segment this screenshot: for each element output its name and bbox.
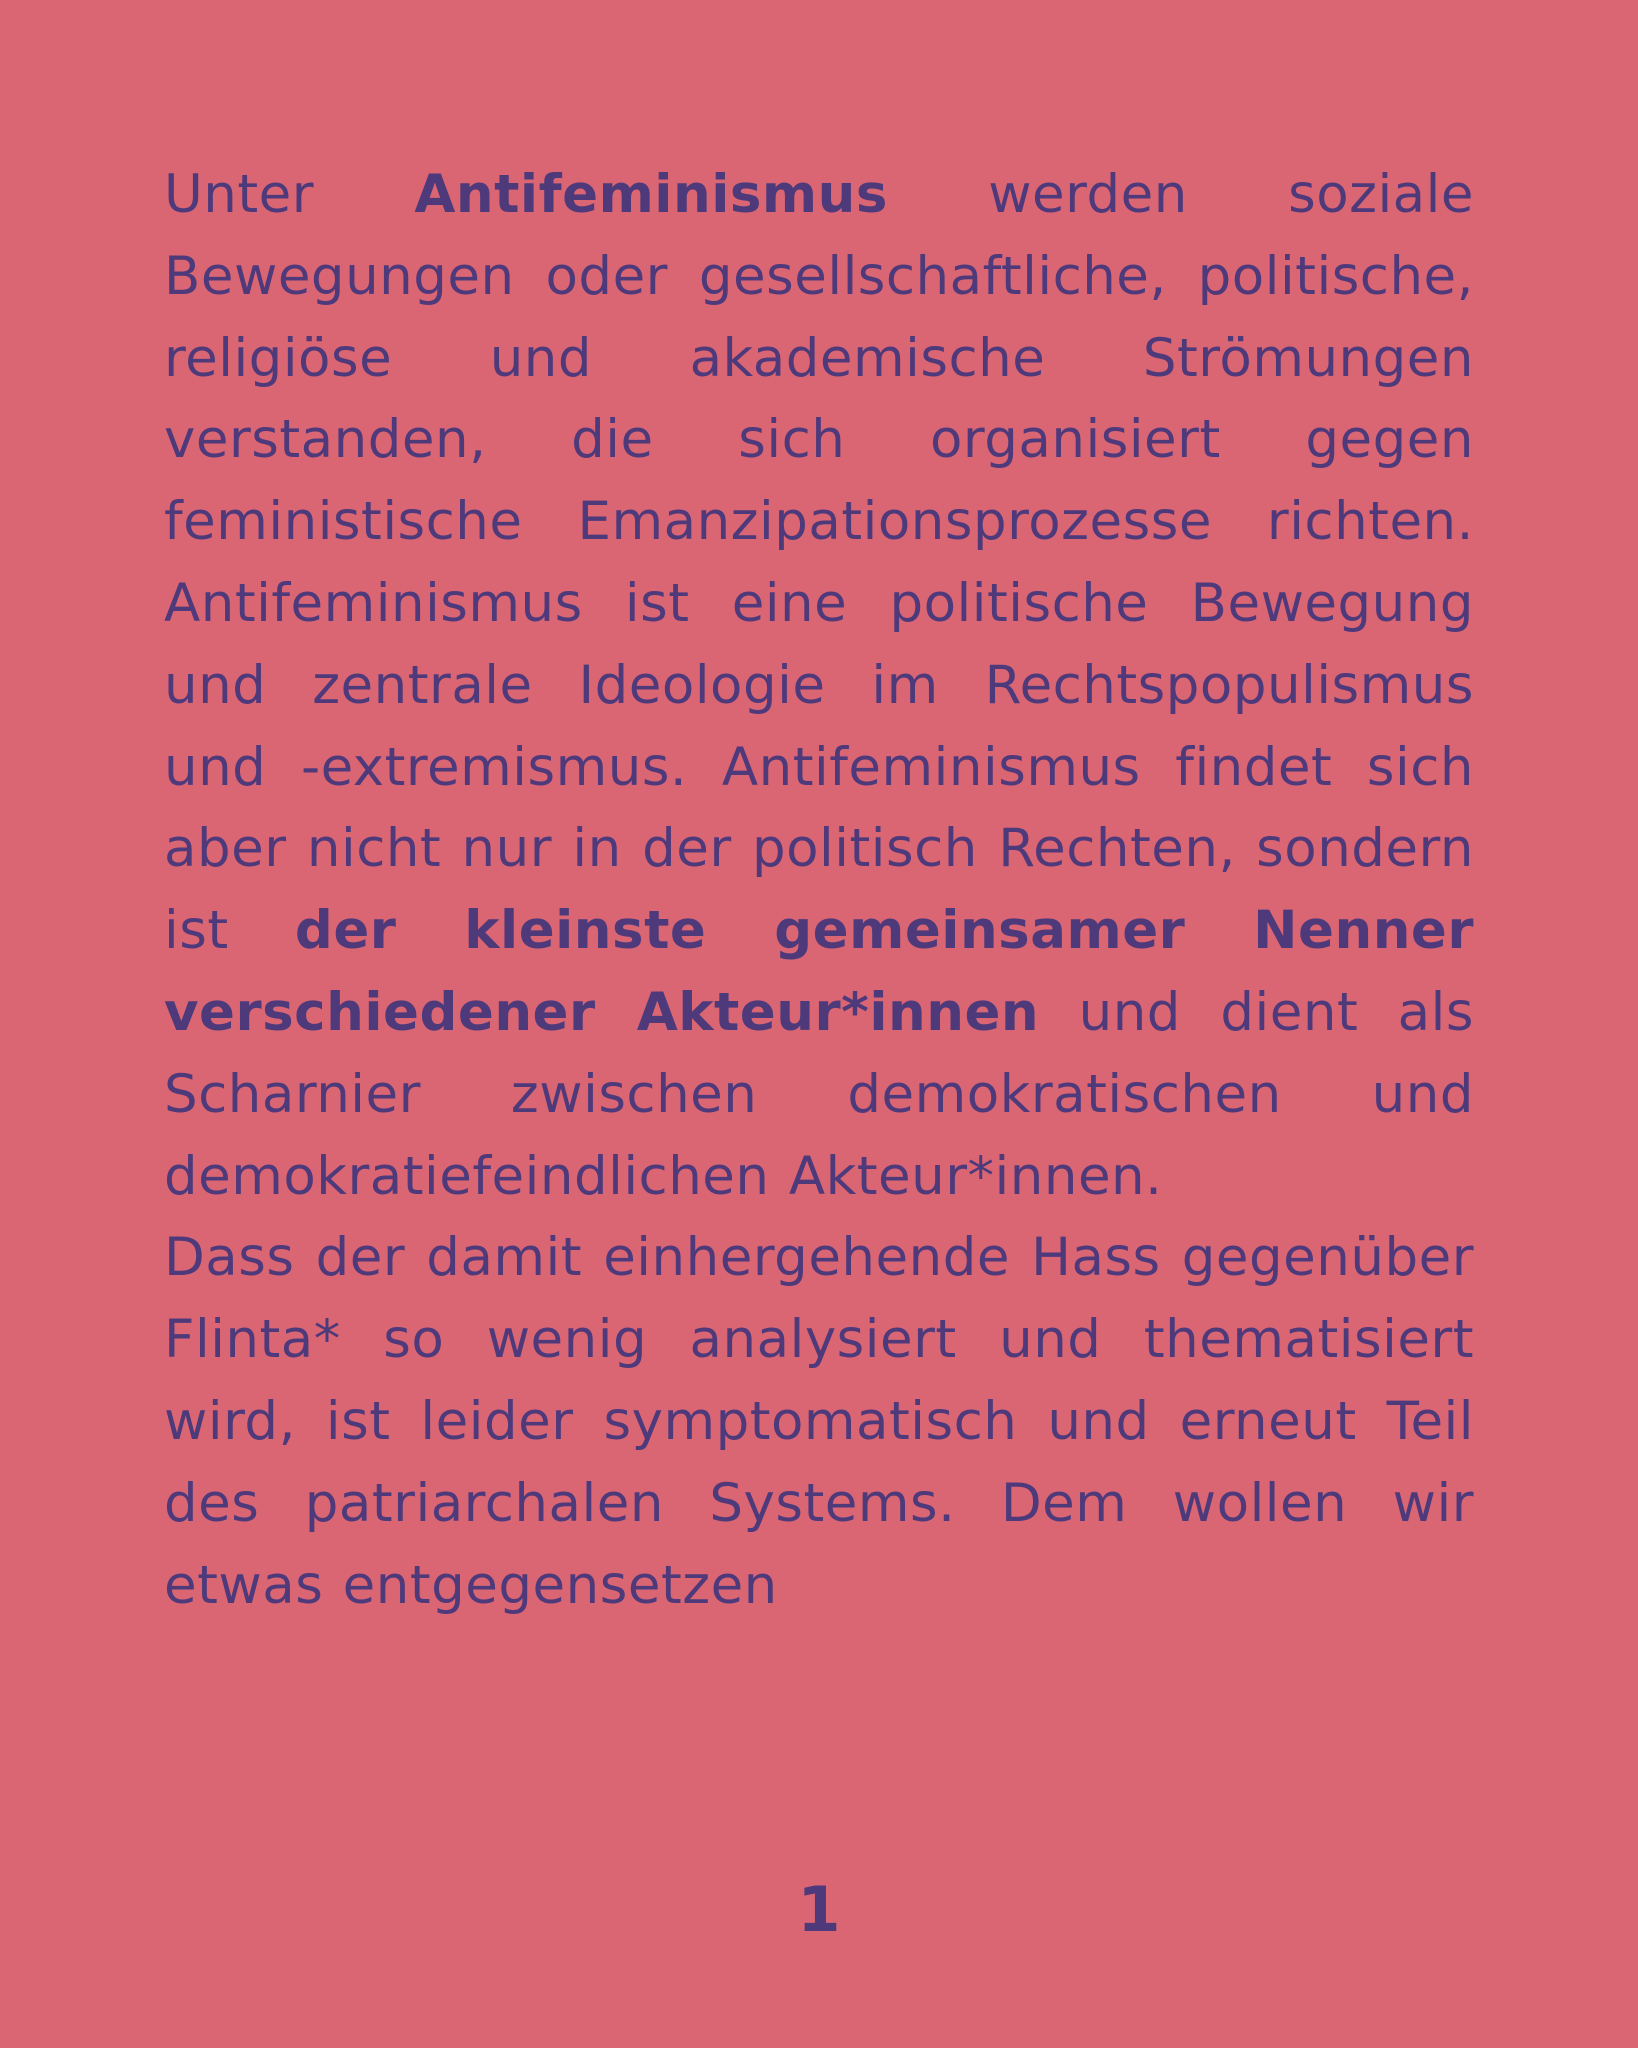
paragraph-1-part-2: werden soziale Bewegungen oder gesellschaftliche, politische, religiöse und akademische Strömungen verstanden, die sich organisiert gegen feministische Emanzipationsprozesse richten. Antifeminismus ist eine politische Bewegung und zentrale Ideologie im Rechtspopulismus und -extremismus. Antifeminismus findet sich aber nicht nur in der politisch Rechten, sondern ist <box>164 164 1474 962</box>
body-text <box>164 154 1474 1626</box>
term-antifeminismus: Antifeminismus <box>414 164 888 225</box>
paragraph-definition <box>164 154 1474 1217</box>
page-number: 1 <box>797 1873 841 1946</box>
paragraph-1-part-1: Unter <box>164 164 415 225</box>
paragraph-hate: Dass der damit einhergehende Hass gegenüber Flinta* so wenig analysiert und thematisiert wird, ist leider symptomatisch und erneut Teil des patriarchalen Systems. Dem wollen wir etwas entgegensetzen <box>164 1227 1474 1616</box>
paragraph-1-part-3: und dient als Scharnier zwischen demokratischen und demokratiefeindlichen Akteur*innen. <box>164 981 1474 1207</box>
highlight-common-denominator: der kleinste gemeinsamer Nenner verschiedener Akteur*innen <box>164 900 1475 1043</box>
